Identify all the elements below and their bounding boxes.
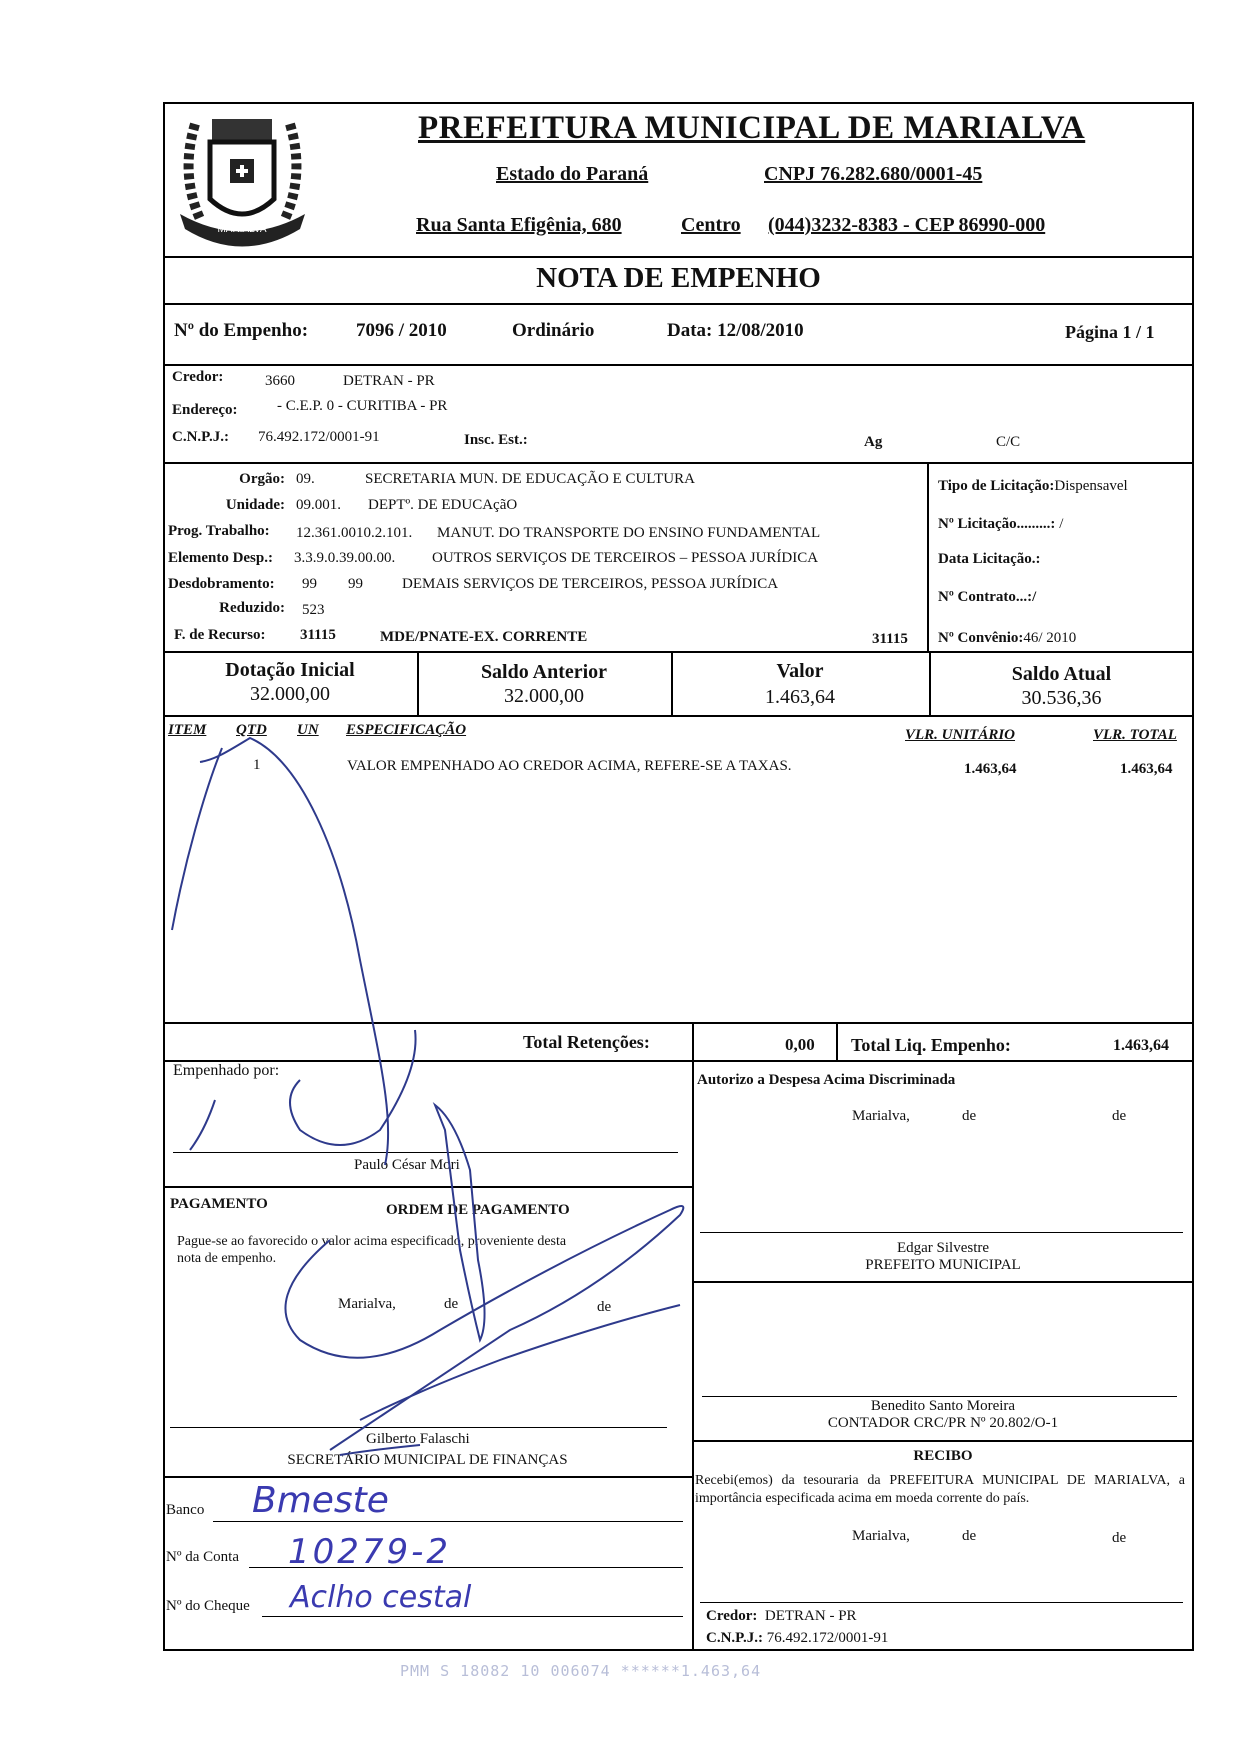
item-spec: VALOR EMPENHADO AO CREDOR ACIMA, REFERE-SE A TAXAS. (347, 758, 792, 774)
recurso-desc: MDE/PNATE-EX. CORRENTE (380, 629, 588, 645)
licitacao-tipo-label: Tipo de Licitação: (938, 478, 1055, 494)
cc-label: C/C (996, 434, 1021, 450)
item-header: ITEM (168, 722, 207, 738)
elem-code: 3.3.9.0.39.00.00. (294, 550, 396, 566)
elem-label: Elemento Desp.: (168, 550, 273, 566)
credor-name: DETRAN - PR (343, 373, 435, 389)
cheque-label: Nº do Cheque (166, 1598, 250, 1614)
convenio-label: Nº Convênio: (938, 630, 1024, 646)
pagamento-de-2: de (597, 1299, 612, 1315)
ag-label: Ag (864, 434, 883, 450)
spec-header: ESPECIFICAÇÃO (346, 722, 467, 738)
autorizo-de-1: de (962, 1108, 977, 1124)
saldo-atual-label: Saldo Atual (1011, 663, 1112, 685)
recurso-label: F. de Recurso: (174, 627, 266, 643)
header-phone-cep: (044)3232-8383 - CEP 86990-000 (768, 214, 1046, 236)
autorizo-de-2: de (1112, 1108, 1127, 1124)
desd-label: Desdobramento: (168, 576, 275, 592)
desd-code-1: 99 (302, 576, 317, 592)
ordem-pagamento-label: ORDEM DE PAGAMENTO (386, 1202, 570, 1218)
saldo-anterior-value: 32.000,00 (504, 685, 584, 707)
autorizo-city: Marialva, (852, 1108, 910, 1124)
credor-label: Credor: (172, 369, 224, 385)
valor-label: Valor (776, 660, 824, 682)
empenho-type: Ordinário (512, 320, 595, 341)
liquido-value: 1.463,64 (1113, 1037, 1169, 1054)
address-label: Endereço: (172, 402, 238, 418)
retencoes-label: Total Retenções: (523, 1032, 650, 1052)
orgao-code: 09. (296, 471, 315, 487)
credor-address: - C.E.P. 0 - CURITIBA - PR (277, 398, 448, 414)
recibo-credor-value: DETRAN - PR (764, 1608, 857, 1624)
total-price-header: VLR. TOTAL (1093, 727, 1177, 743)
empenhado-label: Empenhado por: (173, 1062, 280, 1079)
empenho-date: Data: 12/08/2010 (667, 320, 804, 341)
contador-role: CONTADOR CRC/PR Nº 20.802/O-1 (827, 1415, 1059, 1431)
retencoes-value: 0,00 (785, 1035, 815, 1054)
valor-value: 1.463,64 (765, 686, 835, 708)
saldo-atual-value: 30.536,36 (1021, 687, 1102, 709)
prog-label: Prog. Trabalho: (168, 523, 270, 539)
recibo-title: RECIBO (913, 1448, 973, 1464)
unidade-label: Unidade: (225, 497, 285, 513)
saldo-anterior-label: Saldo Anterior (480, 661, 608, 683)
prefeito-name: Edgar Silvestre (896, 1240, 990, 1256)
pagamento-label: PAGAMENTO (170, 1196, 268, 1212)
empenho-label: Nº do Empenho: (174, 320, 309, 341)
recibo-credor-label: Credor: (706, 1608, 758, 1624)
unidade-code: 09.001. (296, 497, 341, 513)
credor-cnpj: 76.492.172/0001-91 (258, 429, 380, 445)
qtd-header: QTD (236, 722, 267, 738)
reduzido-code: 523 (302, 602, 325, 618)
pagamento-city: Marialva, (338, 1296, 396, 1312)
elem-desc: OUTROS SERVIÇOS DE TERCEIROS – PESSOA JURÍDICA (432, 550, 819, 566)
dotacao-label: Dotação Inicial (225, 659, 355, 681)
cheque-value: Aclho cestal (290, 1580, 472, 1615)
footer-stamp: PMM S 18082 10 006074 ******1.463,64 (400, 1662, 762, 1680)
prog-desc: MANUT. DO TRANSPORTE DO ENSINO FUNDAMENTAL (437, 525, 821, 541)
state-name: Estado do Paraná (496, 163, 649, 185)
reduzido-label: Reduzido: (219, 600, 285, 616)
recibo-de-1: de (962, 1528, 977, 1544)
pagamento-text-2: nota de empenho. (177, 1251, 277, 1266)
desd-code-2: 99 (348, 576, 363, 592)
item-qtd: 1 (253, 757, 261, 773)
dotacao-value: 32.000,00 (250, 683, 330, 705)
banco-label: Banco (166, 1502, 205, 1518)
item-total-price: 1.463,64 (1120, 761, 1173, 777)
conta-value: 10279-2 (288, 1532, 452, 1572)
prog-code: 12.361.0010.2.101. (296, 525, 413, 541)
empenhado-name: Paulo César Mori (354, 1157, 460, 1173)
orgao-label: Orgão: (239, 471, 285, 487)
licitacao-numero-label: Nº Licitação.........: (938, 516, 1056, 532)
desd-desc: DEMAIS SERVIÇOS DE TERCEIROS, PESSOA JURÍDICA (402, 576, 779, 592)
licitacao-data: Data Licitação.: (938, 551, 1041, 567)
recibo-city: Marialva, (852, 1528, 910, 1544)
recibo-de-2: de (1112, 1530, 1127, 1546)
unit-price-header: VLR. UNITÁRIO (905, 727, 1016, 743)
recurso-code: 31115 (300, 627, 336, 643)
convenio-value: 46/ 2010 (1023, 630, 1077, 646)
orgao-desc: SECRETARIA MUN. DE EDUCAÇÃO E CULTURA (365, 471, 695, 487)
contador-name: Benedito Santo Moreira (870, 1398, 1016, 1414)
pagamento-de-1: de (444, 1296, 459, 1312)
secretario-role: SECRETÁRIO MUNICIPAL DE FINANÇAS (287, 1452, 568, 1468)
secretario-name: Gilberto Falaschi (366, 1431, 470, 1447)
recibo-cnpj-label: C.N.P.J.: (706, 1630, 763, 1646)
unidade-desc: DEPTº. DE EDUCAçãO (368, 497, 518, 513)
page-number: Página 1 / 1 (1065, 322, 1155, 342)
header-district: Centro (681, 214, 741, 236)
cnpj-label: C.N.P.J.: (172, 429, 229, 445)
licitacao-tipo-value: Dispensavel (1054, 478, 1128, 494)
recibo-cnpj-value: 76.492.172/0001-91 (766, 1630, 889, 1646)
empenho-number: 7096 / 2010 (356, 320, 447, 341)
autorizo-label: Autorizo a Despesa Acima Discriminada (697, 1072, 956, 1088)
municipality-title: PREFEITURA MUNICIPAL DE MARIALVA (418, 110, 1086, 146)
recibo-text: Recebi(emos) da tesouraria da PREFEITURA MUNICIPAL DE MARIALVA, a importância especificada acima em moeda corrente do país. (695, 1473, 1185, 1506)
contrato-number: Nº Contrato...:/ (938, 589, 1037, 605)
licitacao-numero-value: / (1059, 516, 1064, 532)
crest-banner-text: MARIALVA (217, 224, 267, 235)
header-address: Rua Santa Efigênia, 680 (416, 214, 622, 236)
document-title: NOTA DE EMPENHO (536, 262, 821, 294)
pagamento-text-1: Pague-se ao favorecido o valor acima especificado, proveniente desta (177, 1234, 567, 1249)
prefeito-role: PREFEITO MUNICIPAL (865, 1257, 1021, 1273)
credor-code: 3660 (265, 373, 295, 389)
un-header: UN (297, 722, 319, 738)
item-unit-price: 1.463,64 (964, 761, 1017, 777)
banco-value: Bmeste (252, 1480, 389, 1521)
header-cnpj: CNPJ 76.282.680/0001-45 (764, 163, 983, 185)
recurso-code-2: 31115 (872, 631, 908, 647)
liquido-label: Total Liq. Empenho: (851, 1035, 1011, 1055)
conta-label: Nº da Conta (166, 1549, 239, 1565)
insc-label: Insc. Est.: (464, 432, 528, 448)
